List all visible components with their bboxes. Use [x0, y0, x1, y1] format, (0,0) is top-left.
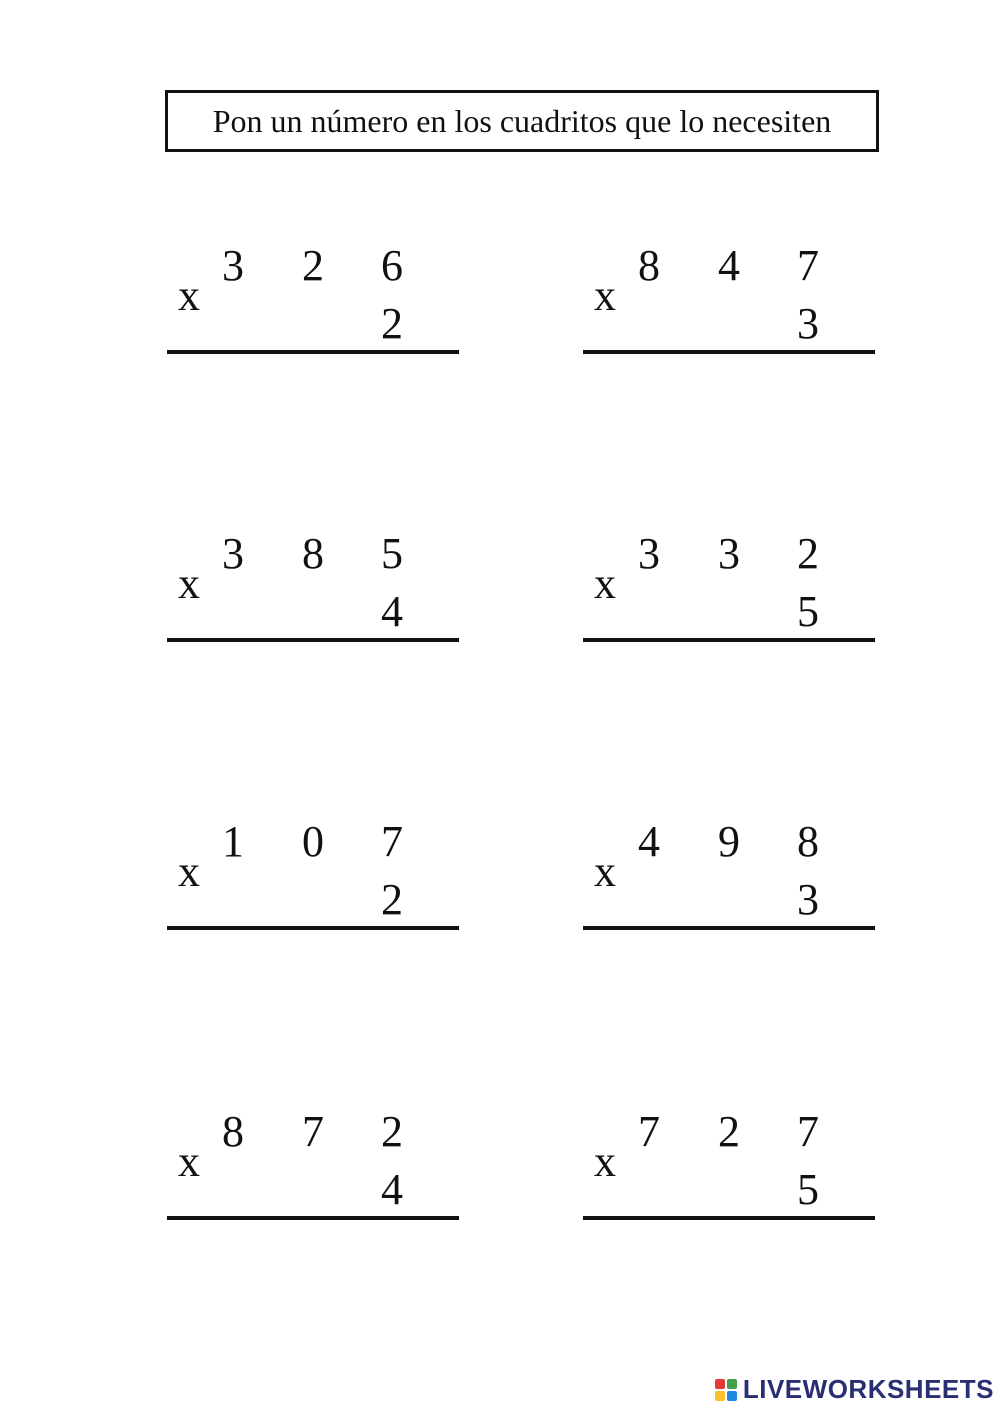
- answer-line: [583, 350, 875, 354]
- multiplication-problem-5: [167, 816, 459, 936]
- times-sign: x: [594, 271, 616, 320]
- logo-square-red: [715, 1379, 725, 1389]
- multiplicand-units: 2: [797, 529, 819, 578]
- times-sign: x: [594, 559, 616, 608]
- multiplicand-tens: 2: [302, 241, 324, 290]
- multiplicand-hundreds: 3: [222, 529, 244, 578]
- logo-square-yellow: [715, 1391, 725, 1401]
- multiplicand-units: 8: [797, 817, 819, 866]
- multiplicand-units: 6: [381, 241, 403, 290]
- times-sign: x: [178, 847, 200, 896]
- answer-line: [583, 1216, 875, 1220]
- multiplier-digit: 4: [381, 587, 403, 636]
- multiplicand-hundreds: 8: [222, 1107, 244, 1156]
- multiplier-digit: 2: [381, 299, 403, 348]
- multiplicand-tens: 4: [718, 241, 740, 290]
- answer-line: [167, 350, 459, 354]
- logo-square-green: [727, 1379, 737, 1389]
- liveworksheets-brand: [715, 1374, 994, 1405]
- multiplicand-units: 7: [797, 241, 819, 290]
- multiplicand-units: 7: [381, 817, 403, 866]
- multiplicand-units: 2: [381, 1107, 403, 1156]
- multiplier-digit: 5: [797, 1165, 819, 1214]
- multiplication-problem-2: [583, 240, 875, 360]
- multiplicand-tens: 2: [718, 1107, 740, 1156]
- answer-line: [583, 926, 875, 930]
- multiplicand-tens: 3: [718, 529, 740, 578]
- multiplication-problem-6: [583, 816, 875, 936]
- instructions-box: [165, 90, 879, 152]
- multiplier-digit: 3: [797, 875, 819, 924]
- multiplicand-hundreds: 3: [638, 529, 660, 578]
- multiplicand-hundreds: 1: [222, 817, 244, 866]
- multiplicand-hundreds: 7: [638, 1107, 660, 1156]
- multiplicand-hundreds: 4: [638, 817, 660, 866]
- multiplicand-tens: 7: [302, 1107, 324, 1156]
- times-sign: x: [178, 559, 200, 608]
- times-sign: x: [178, 271, 200, 320]
- multiplication-problem-4: [583, 528, 875, 648]
- multiplier-digit: 5: [797, 587, 819, 636]
- liveworksheets-logo-icon: [715, 1379, 737, 1401]
- multiplication-problem-3: [167, 528, 459, 648]
- multiplication-problem-8: [583, 1106, 875, 1226]
- multiplier-digit: 3: [797, 299, 819, 348]
- multiplication-problem-7: [167, 1106, 459, 1226]
- brand-name: LIVEWORKSHEETS: [742, 1374, 994, 1404]
- logo-square-blue: [727, 1391, 737, 1401]
- multiplicand-hundreds: 3: [222, 241, 244, 290]
- multiplicand-tens: 9: [718, 817, 740, 866]
- instructions-text: Pon un número en los cuadritos que lo necesiten: [212, 103, 832, 139]
- multiplier-digit: 4: [381, 1165, 403, 1214]
- multiplicand-tens: 8: [302, 529, 324, 578]
- multiplicand-units: 7: [797, 1107, 819, 1156]
- times-sign: x: [594, 1137, 616, 1186]
- answer-line: [167, 926, 459, 930]
- multiplication-problem-1: [167, 240, 459, 360]
- answer-line: [167, 1216, 459, 1220]
- multiplicand-tens: 0: [302, 817, 324, 866]
- multiplier-digit: 2: [381, 875, 403, 924]
- times-sign: x: [594, 847, 616, 896]
- answer-line: [583, 638, 875, 642]
- multiplicand-hundreds: 8: [638, 241, 660, 290]
- times-sign: x: [178, 1137, 200, 1186]
- answer-line: [167, 638, 459, 642]
- multiplicand-units: 5: [381, 529, 403, 578]
